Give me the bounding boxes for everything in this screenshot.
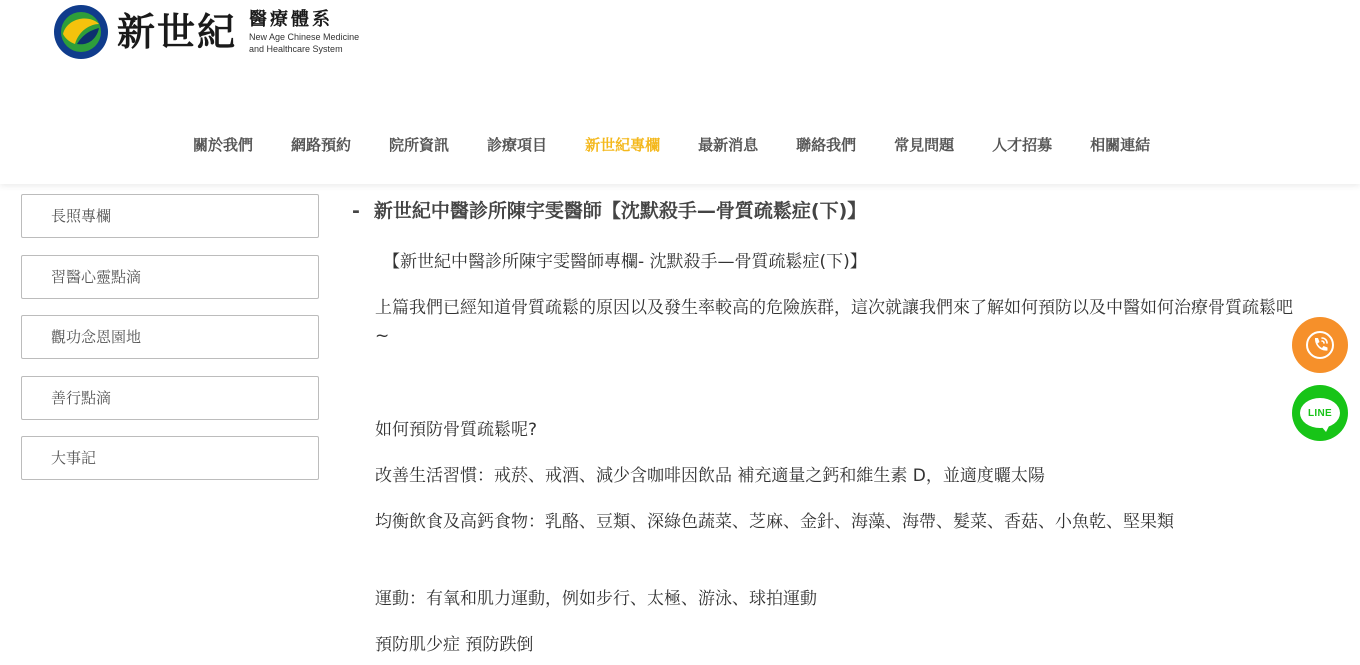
site-logo[interactable] <box>53 3 359 61</box>
sidebar-item-gratitude[interactable]: 觀功念恩園地 <box>21 315 319 359</box>
line-button[interactable] <box>1292 385 1348 441</box>
nav-news[interactable]: 最新消息 <box>698 136 759 154</box>
sidebar-item-medical-journal[interactable]: 習醫心靈點滴 <box>21 255 319 299</box>
article-point: 預防肌少症 預防跌倒 <box>375 635 534 655</box>
article-question: 如何預防骨質疏鬆呢? <box>375 420 538 440</box>
article-point: 均衡飲食及高鈣食物：乳酪、豆類、深綠色蔬菜、芝麻、金針、海藻、海帶、髮菜、香菇、小魚乾、堅果類 <box>375 512 1174 532</box>
nav-column[interactable]: 新世紀專欄 <box>585 136 661 154</box>
sidebar-item-long-term-care[interactable]: 長照專欄 <box>21 194 319 238</box>
article-point: 運動：有氧和肌力運動，例如步行、太極、游泳、球拍運動 <box>375 589 817 609</box>
article-content <box>352 198 1293 655</box>
brand-english-line1: New Age Chinese Medicine <box>249 31 360 42</box>
sidebar-item-good-deeds[interactable]: 善行點滴 <box>21 376 319 420</box>
brand-name: 新世紀 <box>117 9 238 54</box>
article-point: 改善生活習慣：戒菸、戒酒、減少含咖啡因飲品 補充適量之鈣和維生素 D，並適度曬太陽 <box>375 466 1045 486</box>
brand-system: 醫療體系 <box>249 8 334 30</box>
article-title <box>352 198 1292 224</box>
nav-booking[interactable]: 網路預約 <box>291 136 352 154</box>
nav-clinics[interactable]: 院所資訊 <box>389 136 450 154</box>
phone-button[interactable] <box>1292 317 1348 373</box>
sidebar-item-milestones[interactable]: 大事記 <box>21 436 319 480</box>
brand-subtitle <box>249 10 359 54</box>
phone-icon <box>1304 329 1336 361</box>
nav-treatments[interactable]: 診療項目 <box>487 136 548 154</box>
brand-emblem-icon <box>53 4 109 60</box>
article-title-text: 新世紀中醫診所陳宇雯醫師【沈默殺手—骨質疏鬆症(下)】 <box>373 200 867 222</box>
brand-english-line2: and Healthcare System <box>249 43 343 54</box>
line-icon: LINE <box>1300 398 1340 428</box>
article-intro: 上篇我們已經知道骨質疏鬆的原因以及發生率較高的危險族群，這次就讓我們來了解如何預防以及中醫如何治療骨質疏鬆吧~ <box>375 298 1293 346</box>
sidebar <box>21 194 319 497</box>
nav-careers[interactable]: 人才招募 <box>992 136 1053 154</box>
main-nav <box>174 134 1169 156</box>
nav-contact[interactable]: 聯絡我們 <box>796 136 857 154</box>
nav-faq[interactable]: 常見問題 <box>894 136 955 154</box>
article-subtitle: 【新世紀中醫診所陳宇雯醫師專欄- 沈默殺手—骨質疏鬆症(下)】 <box>383 252 867 272</box>
nav-links[interactable]: 相關連結 <box>1090 136 1151 154</box>
nav-about[interactable]: 關於我們 <box>193 136 254 154</box>
title-bullet: - <box>352 200 360 222</box>
site-header <box>0 0 1360 184</box>
